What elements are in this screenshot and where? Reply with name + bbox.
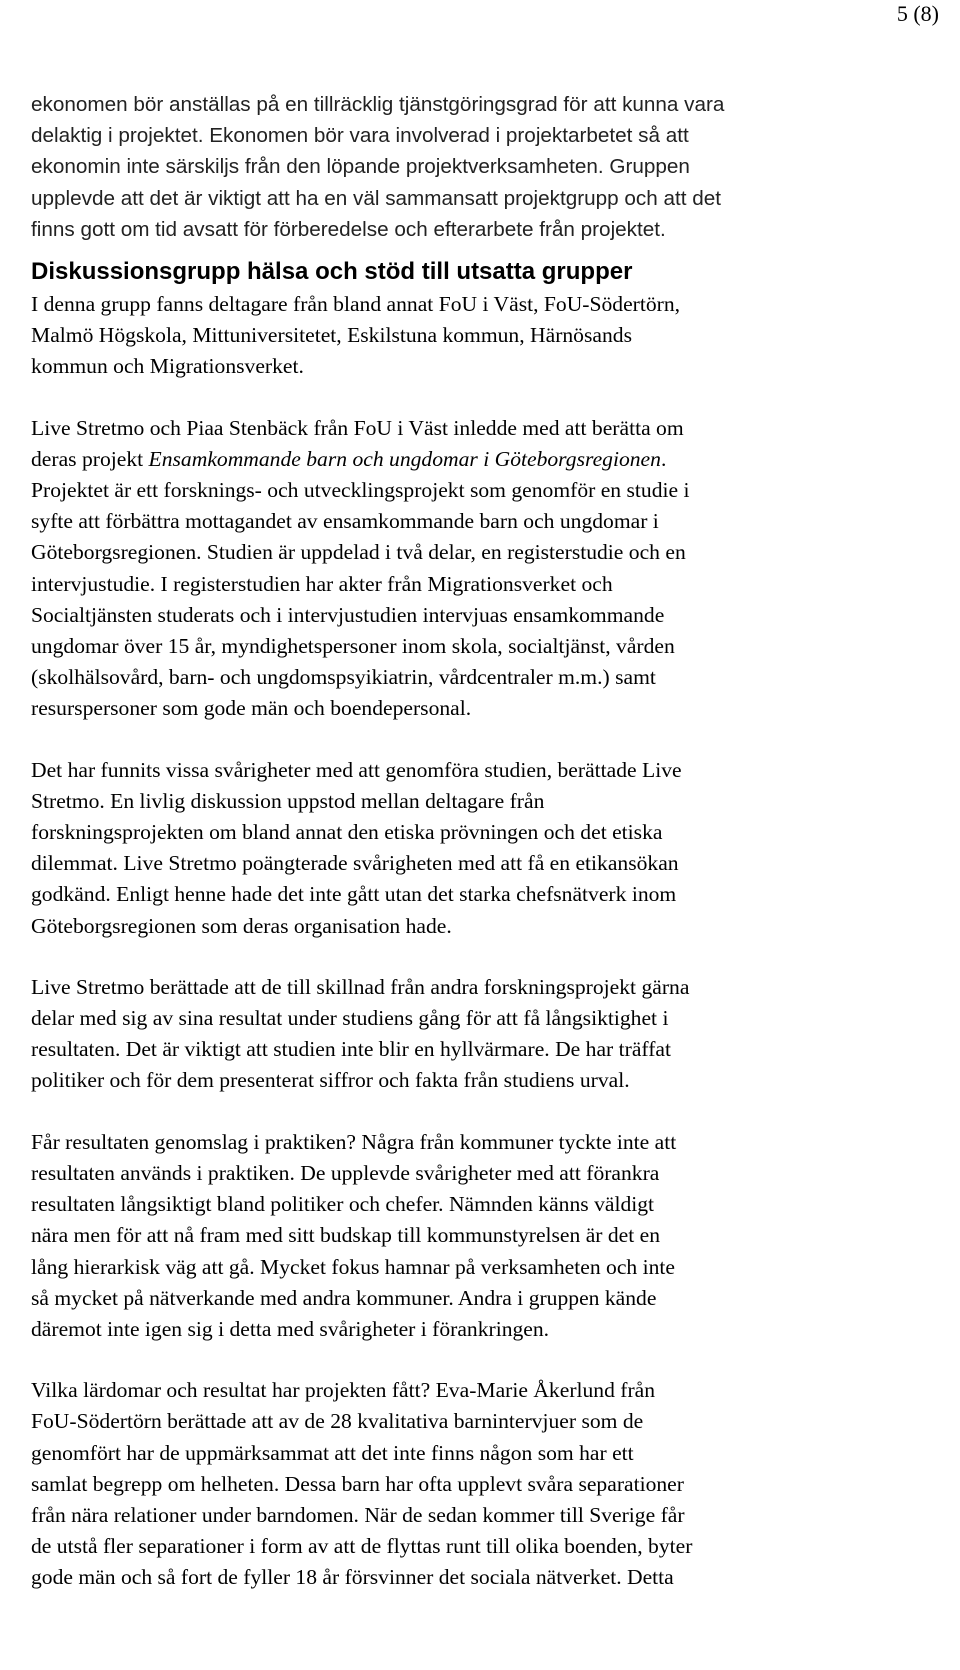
text-line: ekonomin inte särskiljs från den löpande projektverksamheten. Gruppen: [31, 155, 690, 179]
text-line: Göteborgsregionen. Studien är uppdelad i två delar, en registerstudie och en: [31, 540, 686, 565]
text-line: Vilka lärdomar och resultat har projekten fått? Eva-Marie Åkerlund från: [31, 1378, 656, 1403]
text-line: delar med sig av sina resultat under studiens gång för att få långsiktighet i: [31, 1006, 669, 1031]
text-line: så mycket på nätverkande med andra kommuner. Andra i gruppen kände: [31, 1285, 657, 1310]
text-line: forskningsprojekten om bland annat den etiska prövningen och det etiska: [31, 820, 663, 845]
text-segment: deras projekt: [31, 446, 149, 471]
text-line: ekonomen bör anställas på en tillräcklig tjänstgöringsgrad för att kunna vara: [31, 93, 725, 116]
text-line: från nära relationer under barndomen. När de sedan kommer till Sverige får: [31, 1502, 685, 1527]
difficulties-paragraph: [31, 755, 951, 942]
text-line: Projektet är ett forsknings- och utvecklingsprojekt som genomför en studie i: [31, 478, 690, 503]
text-line: kommun och Migrationsverket.: [31, 354, 304, 379]
document-body: [31, 89, 951, 1594]
text-line: upplevde att det är viktigt att ha en väl sammansatt projektgrupp och att det: [31, 186, 721, 210]
text-line: Live Stretmo berättade att de till skillnad från andra forskningsprojekt gärna: [31, 974, 690, 999]
text-line: resultaten används i praktiken. De upplevde svårigheter med att förankra: [31, 1160, 660, 1185]
text-line: [31, 444, 951, 475]
lessons-paragraph: [31, 1375, 951, 1593]
text-line: I denna grupp fanns deltagare från bland annat FoU i Väst, FoU-Södertörn,: [31, 292, 681, 317]
text-line: Får resultaten genomslag i praktiken? Några från kommuner tyckte inte att: [31, 1129, 677, 1154]
page-number: 5 (8): [896, 1, 939, 26]
text-line: Socialtjänsten studerats och i intervjustudien intervjuas ensamkommande: [31, 602, 665, 627]
participants-paragraph: [31, 289, 951, 383]
text-segment: .: [660, 446, 667, 471]
text-line: syfte att förbättra mottagandet av ensamkommande barn och ungdomar i: [31, 509, 659, 534]
text-line: finns gott om tid avsatt för förberedelse och efterarbete från projektet.: [31, 217, 666, 241]
text-line: Malmö Högskola, Mittuniversitetet, Eskilstuna kommun, Härnösands: [31, 323, 632, 348]
text-line: genomfört har de uppmärksammat att det inte finns någon som har ett: [31, 1440, 634, 1465]
text-line: Göteborgsregionen som deras organisation hade.: [31, 913, 452, 938]
text-line: resultaten. Det är viktigt att studien inte blir en hyllvärmare. De har träffat: [31, 1037, 671, 1062]
text-line: Det har funnits vissa svårigheter med att genomföra studien, berättade Live: [31, 757, 682, 782]
text-line: dilemmat. Live Stretmo poängterade svårigheten med att få en etikansökan: [31, 851, 679, 876]
impact-paragraph: [31, 1127, 951, 1345]
intro-paragraph: [31, 89, 951, 245]
project-paragraph: [31, 413, 951, 725]
text-line: intervjustudie. I registerstudien har akter från Migrationsverket och: [31, 571, 613, 596]
text-line: nära men för att nå fram med sitt budskap till kommunstyrelsen är det en: [31, 1223, 661, 1248]
text-line: resurspersoner som gode män och boendepersonal.: [31, 696, 472, 721]
text-line: gode män och så fort de fyller 18 år försvinner det sociala nätverket. Detta: [31, 1565, 674, 1590]
text-line: ungdomar över 15 år, myndighetspersoner inom skola, socialtjänst, vården: [31, 634, 675, 659]
text-line: Stretmo. En livlig diskussion uppstod mellan deltagare från: [31, 788, 545, 813]
text-line: resultaten långsiktigt bland politiker och chefer. Nämnden känns väldigt: [31, 1192, 655, 1217]
text-line: Live Stretmo och Piaa Stenbäck från FoU i Väst inledde med att berätta om: [31, 415, 684, 440]
project-title: Ensamkommande barn och ungdomar i Göteborgsregionen: [148, 446, 661, 471]
text-line: (skolhälsovård, barn- och ungdomspsyikiatrin, vårdcentraler m.m.) samt: [31, 665, 656, 690]
text-line: FoU-Södertörn berättade att av de 28 kvalitativa barnintervjuer som de: [31, 1409, 644, 1434]
text-line: samlat begrepp om helheten. Dessa barn har ofta upplevt svåra separationer: [31, 1471, 684, 1496]
text-line: däremot inte igen sig i detta med svårigheter i förankringen.: [31, 1316, 550, 1341]
text-line: godkänd. Enligt henne hade det inte gått utan det starka chefsnätverk inom: [31, 882, 677, 907]
text-line: politiker och för dem presenterat siffror och fakta från studiens urval.: [31, 1068, 630, 1093]
sharing-paragraph: [31, 972, 951, 1097]
text-line: lång hierarkisk väg att gå. Mycket fokus hamnar på verksamheten och inte: [31, 1254, 675, 1279]
section-heading: Diskussionsgrupp hälsa och stöd till utsatta grupper: [31, 258, 633, 286]
text-line: delaktig i projektet. Ekonomen bör vara involverad i projektarbetet så att: [31, 124, 689, 148]
text-line: de utstå fler separationer i form av att de flyttas runt till olika boenden, byter: [31, 1534, 693, 1559]
